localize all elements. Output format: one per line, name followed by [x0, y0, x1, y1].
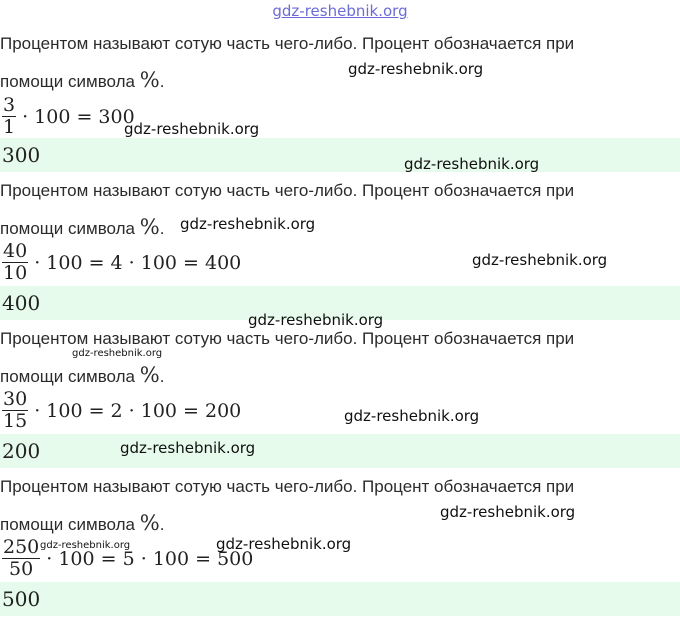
- fraction-denominator: 1: [3, 116, 16, 138]
- watermark: gdz-reshebnik.org: [124, 120, 260, 138]
- watermark: gdz-reshebnik.org: [472, 251, 608, 269]
- fraction: [2, 537, 40, 580]
- watermark-small: gdz-reshebnik.org: [40, 540, 131, 551]
- formula-rest: · 100 = 5 · 100 = 500: [46, 547, 254, 570]
- watermark: gdz-reshebnik.org: [180, 215, 316, 233]
- definition-period: .: [159, 367, 165, 386]
- answer-value: 300: [2, 143, 41, 167]
- watermark-small: gdz-reshebnik.org: [72, 348, 163, 359]
- definition-line-1: Процентом называют сотую часть чего-либо. Процент обозначается при: [0, 329, 575, 348]
- percent-symbol: %: [139, 68, 160, 92]
- answer-box: [0, 582, 680, 616]
- definition-line-2-text: помощи символа: [0, 72, 135, 91]
- fraction-denominator: 15: [3, 410, 28, 432]
- watermark: gdz-reshebnik.org: [248, 311, 384, 329]
- fraction-numerator: 250: [3, 536, 40, 558]
- header-watermark-link[interactable]: gdz-reshebnik.org: [272, 2, 408, 20]
- percent-symbol: %: [139, 363, 160, 387]
- definition-line-1: Процентом называют сотую часть чего-либо. Процент обозначается при: [0, 34, 575, 53]
- watermark: gdz-reshebnik.org: [216, 535, 352, 553]
- definition-period: .: [159, 219, 165, 238]
- formula: [2, 95, 135, 138]
- fraction-denominator: 10: [3, 262, 28, 284]
- definition-line-2-text: помощи символа: [0, 367, 135, 386]
- percent-symbol: %: [139, 511, 160, 535]
- watermark: gdz-reshebnik.org: [404, 155, 540, 173]
- definition-line-1: Процентом называют сотую часть чего-либо. Процент обозначается при: [0, 181, 575, 200]
- formula-rest: · 100 = 2 · 100 = 200: [34, 399, 242, 422]
- formula-rest: · 100 = 300: [22, 105, 135, 128]
- formula: [2, 389, 241, 432]
- watermark: gdz-reshebnik.org: [120, 439, 256, 457]
- fraction-numerator: 40: [3, 240, 28, 262]
- formula: [2, 241, 241, 284]
- fraction: [2, 241, 28, 284]
- fraction: [2, 389, 28, 432]
- formula-rest: · 100 = 4 · 100 = 400: [34, 251, 242, 274]
- definition-period: .: [159, 72, 165, 91]
- answer-value: 200: [2, 439, 41, 463]
- definition-line-2: [0, 215, 164, 239]
- watermark: gdz-reshebnik.org: [348, 60, 484, 78]
- answer-box: [0, 138, 680, 172]
- definition-line-2: [0, 511, 164, 535]
- fraction: [2, 95, 16, 138]
- answer-value: 500: [2, 587, 41, 611]
- fraction-numerator: 30: [3, 388, 28, 410]
- watermark: gdz-reshebnik.org: [344, 407, 480, 425]
- answer-value: 400: [2, 291, 41, 315]
- fraction-numerator: 3: [3, 94, 16, 116]
- definition-period: .: [159, 515, 165, 534]
- percent-symbol: %: [139, 215, 160, 239]
- answer-box: [0, 434, 680, 468]
- definition-line-2: [0, 68, 164, 92]
- definition-line-2-text: помощи символа: [0, 515, 135, 534]
- fraction-denominator: 50: [9, 558, 34, 580]
- watermark: gdz-reshebnik.org: [440, 503, 576, 521]
- definition-line-2-text: помощи символа: [0, 219, 135, 238]
- definition-line-2: [0, 363, 164, 387]
- definition-line-1: Процентом называют сотую часть чего-либо. Процент обозначается при: [0, 477, 575, 496]
